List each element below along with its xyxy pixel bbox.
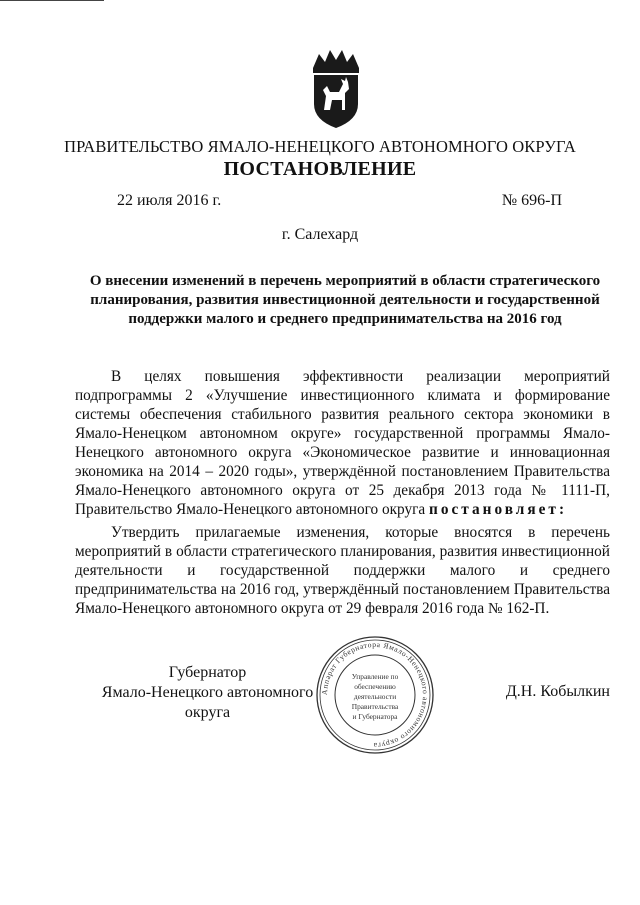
body-paragraph-1 (75, 367, 610, 519)
position-line-2: Ямало-Ненецкого автономного округа (101, 684, 314, 721)
government-name: ПРАВИТЕЛЬСТВО ЯМАЛО-НЕНЕЦКОГО АВТОНОМНОГО ОКРУГА (64, 137, 576, 156)
stamp-ring-text: Аппарат Губернатора Ямало-Ненецкого автономного округа (319, 639, 431, 751)
stamp-line-4: Правительства (351, 702, 399, 711)
signatory-position (80, 663, 335, 723)
document-title: О внесении изменений в перечень мероприятий в области стратегического планирования, развития инвестиционной деятельности и государственной поддержки малого и среднего предпринимательства на 2016 год (89, 273, 601, 327)
document-type: ПОСТАНОВЛЕНИЕ (223, 158, 417, 180)
signatory-name: Д.Н. Кобылкин (505, 683, 610, 700)
stamp-line-3: деятельности (353, 692, 397, 701)
official-stamp (315, 635, 435, 755)
body-paragraph-2 (75, 523, 610, 618)
paragraph-2-text: Утвердить прилагаемые изменения, которые вносятся в перечень мероприятий в области стратегического планирования, развития инвестиционной деятельности и государственной поддержки малого и среднего предпринимательства на 2016 год, утверждённый постановлением Правительства Ямало-Ненецкого автономного округа от 29 февраля 2016 года № 162-П. (75, 524, 610, 617)
stamp-line-2: обеспечению (354, 682, 396, 691)
coat-of-arms-icon (299, 46, 373, 130)
paragraph-1-colon: : (558, 501, 565, 518)
document-number: № 696-П (501, 192, 562, 209)
position-line-1: Губернатор (168, 664, 247, 681)
resolves-word: постановляет (429, 501, 559, 518)
document-city: г. Салехард (281, 226, 359, 243)
paragraph-1-text: В целях повышения эффективности реализации мероприятий подпрограммы 2 «Улучшение инвестиционного климата и формирование системы обеспечения стабильного развития реального сектора экономики в Ямало-Ненецком автономном округе» государственной программы Ямало-Ненецкого автономного округа «Экономическое развитие и инновационная экономика на 2014 – 2020 годы», утверждённой постановлением Правительства Ямало-Ненецкого автономного округа от 25 декабря 2013 года № 1111-П, Правительство Ямало-Ненецкого автономного округа (75, 368, 610, 518)
document-date: 22 июля 2016 г. (117, 192, 222, 209)
top-rule (0, 0, 104, 1)
stamp-line-5: и Губернатора (352, 712, 398, 721)
stamp-line-1: Управление по (351, 672, 399, 681)
